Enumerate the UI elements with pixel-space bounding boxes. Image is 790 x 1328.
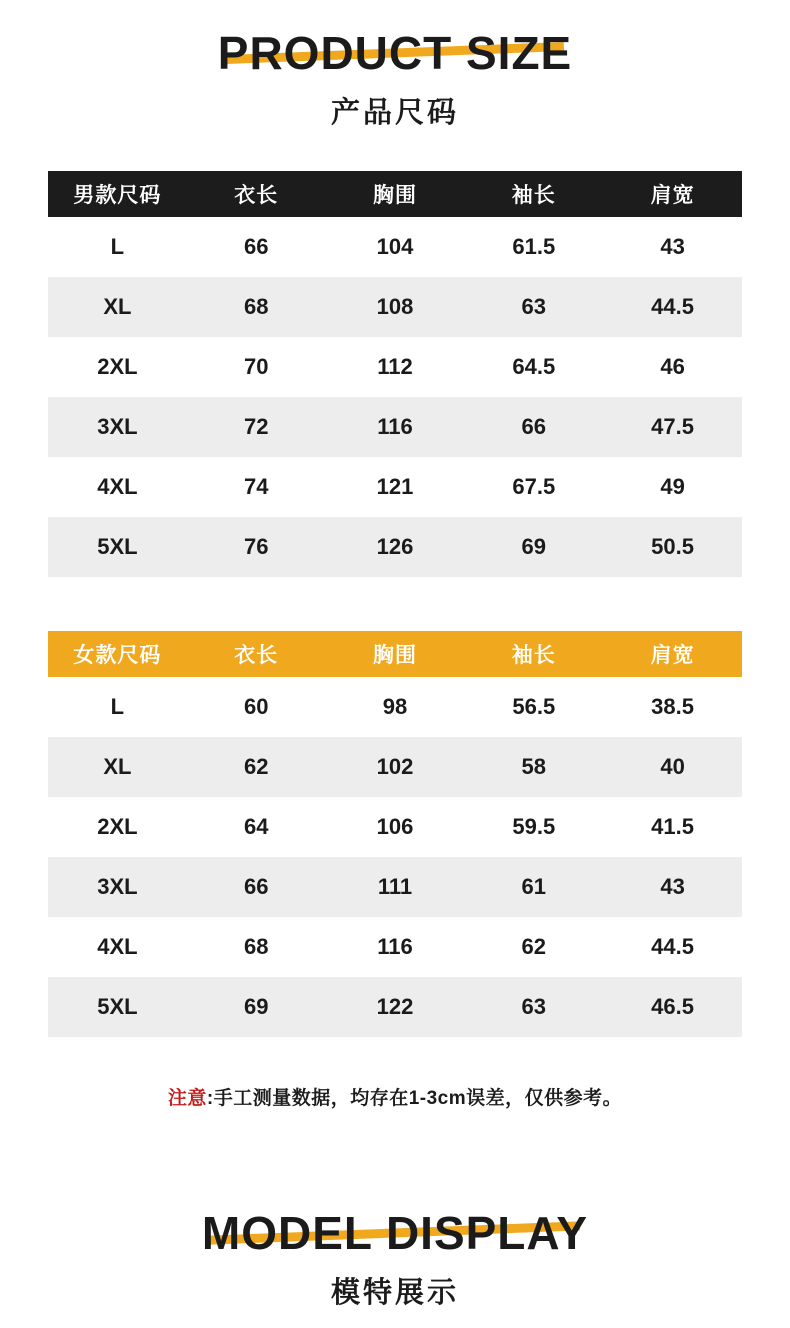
men-header-bust: 胸围 xyxy=(372,184,417,207)
cell-size: 3XL xyxy=(97,414,138,439)
cell-bust: 98 xyxy=(382,694,408,719)
cell-shoulder: 47.5 xyxy=(651,414,694,439)
cell-sleeve: 63 xyxy=(521,294,547,319)
cell-bust: 116 xyxy=(377,414,413,439)
men-table-header xyxy=(48,171,742,217)
women-header-bust: 胸围 xyxy=(372,644,417,667)
table-row xyxy=(48,517,742,577)
table-row xyxy=(48,277,742,337)
section-space xyxy=(0,1110,790,1202)
cell-sleeve: 59.5 xyxy=(512,814,556,839)
table-row xyxy=(48,397,742,457)
table-row xyxy=(48,917,742,977)
product-size-title-en: PRODUCT SIZE xyxy=(217,27,573,79)
cell-length: 69 xyxy=(243,994,269,1019)
cell-shoulder: 41.5 xyxy=(651,814,694,839)
cell-bust: 121 xyxy=(376,474,414,499)
cell-length: 60 xyxy=(243,694,269,719)
cell-sleeve: 67.5 xyxy=(512,474,556,499)
cell-bust: 106 xyxy=(376,814,414,839)
cell-shoulder: 49 xyxy=(660,474,685,499)
women-header-size: 女款尺码 xyxy=(73,644,162,667)
cell-sleeve: 61 xyxy=(521,874,547,899)
table-header-row xyxy=(48,171,742,217)
product-size-title-cn: 产品尺码 xyxy=(330,97,459,129)
note-label: 注意 xyxy=(167,1088,207,1109)
men-table-body xyxy=(48,217,742,577)
cell-size: 3XL xyxy=(97,874,138,899)
table-row xyxy=(48,337,742,397)
measurement-note xyxy=(0,1083,790,1110)
women-header-sleeve: 袖长 xyxy=(511,644,556,667)
table-row xyxy=(48,217,742,277)
product-size-title-en-wrap xyxy=(217,27,573,79)
cell-shoulder: 46 xyxy=(660,354,685,379)
men-header-shoulder: 肩宽 xyxy=(650,184,695,207)
cell-length: 66 xyxy=(243,874,269,899)
cell-bust: 122 xyxy=(376,994,414,1019)
women-table-body xyxy=(48,677,742,1037)
cell-size: XL xyxy=(103,754,132,779)
cell-size: L xyxy=(110,694,125,719)
cell-sleeve: 58 xyxy=(521,754,547,779)
cell-size: 4XL xyxy=(97,934,138,959)
cell-shoulder: 44.5 xyxy=(651,294,694,319)
cell-length: 68 xyxy=(243,294,269,319)
men-size-table-wrap xyxy=(48,171,742,577)
cell-length: 64 xyxy=(243,814,269,839)
table-row xyxy=(48,857,742,917)
table-row xyxy=(48,797,742,857)
table-row xyxy=(48,677,742,737)
cell-bust: 112 xyxy=(377,354,413,379)
cell-size: 5XL xyxy=(97,534,138,559)
cell-bust: 126 xyxy=(376,534,414,559)
cell-length: 74 xyxy=(243,474,269,499)
cell-sleeve: 61.5 xyxy=(512,234,556,259)
cell-shoulder: 43 xyxy=(660,234,685,259)
cell-length: 66 xyxy=(243,234,269,259)
cell-sleeve: 69 xyxy=(521,534,547,559)
women-size-table-wrap xyxy=(48,631,742,1037)
men-size-table xyxy=(48,171,742,577)
model-display-title-en: MODEL DISPLAY xyxy=(201,1207,589,1259)
model-display-title-en-wrap xyxy=(201,1207,589,1259)
table-divider-space xyxy=(0,577,790,631)
cell-length: 68 xyxy=(243,934,269,959)
cell-size: 4XL xyxy=(97,474,138,499)
model-display-heading xyxy=(0,1202,790,1311)
cell-size: 2XL xyxy=(97,354,138,379)
cell-bust: 116 xyxy=(377,934,413,959)
cell-size: 2XL xyxy=(97,814,138,839)
table-row xyxy=(48,457,742,517)
note-text: :手工测量数据，均存在1-3cm误差，仅供参考。 xyxy=(206,1088,623,1109)
cell-shoulder: 46.5 xyxy=(651,994,694,1019)
cell-length: 70 xyxy=(243,354,269,379)
cell-sleeve: 62 xyxy=(521,934,547,959)
cell-bust: 108 xyxy=(376,294,414,319)
women-header-shoulder: 肩宽 xyxy=(650,644,695,667)
cell-length: 72 xyxy=(243,414,269,439)
men-header-size: 男款尺码 xyxy=(73,184,162,207)
cell-length: 62 xyxy=(243,754,269,779)
men-header-length: 衣长 xyxy=(234,184,279,207)
cell-shoulder: 43 xyxy=(660,874,685,899)
cell-shoulder: 44.5 xyxy=(651,934,694,959)
table-row xyxy=(48,977,742,1037)
cell-shoulder: 38.5 xyxy=(651,694,694,719)
cell-bust: 111 xyxy=(377,874,413,899)
table-row xyxy=(48,737,742,797)
women-size-table xyxy=(48,631,742,1037)
cell-sleeve: 63 xyxy=(521,994,547,1019)
cell-shoulder: 50.5 xyxy=(651,534,694,559)
cell-size: L xyxy=(110,234,125,259)
cell-length: 76 xyxy=(243,534,269,559)
cell-size: XL xyxy=(103,294,132,319)
cell-bust: 104 xyxy=(376,234,414,259)
cell-bust: 102 xyxy=(376,754,414,779)
cell-sleeve: 56.5 xyxy=(512,694,556,719)
cell-sleeve: 64.5 xyxy=(512,354,556,379)
women-header-length: 衣长 xyxy=(234,644,279,667)
cell-shoulder: 40 xyxy=(660,754,685,779)
men-header-sleeve: 袖长 xyxy=(511,184,556,207)
women-table-header xyxy=(48,631,742,677)
model-display-title-cn: 模特展示 xyxy=(330,1277,459,1309)
table-header-row xyxy=(48,631,742,677)
product-size-heading xyxy=(0,0,790,131)
cell-sleeve: 66 xyxy=(521,414,547,439)
cell-size: 5XL xyxy=(97,994,138,1019)
